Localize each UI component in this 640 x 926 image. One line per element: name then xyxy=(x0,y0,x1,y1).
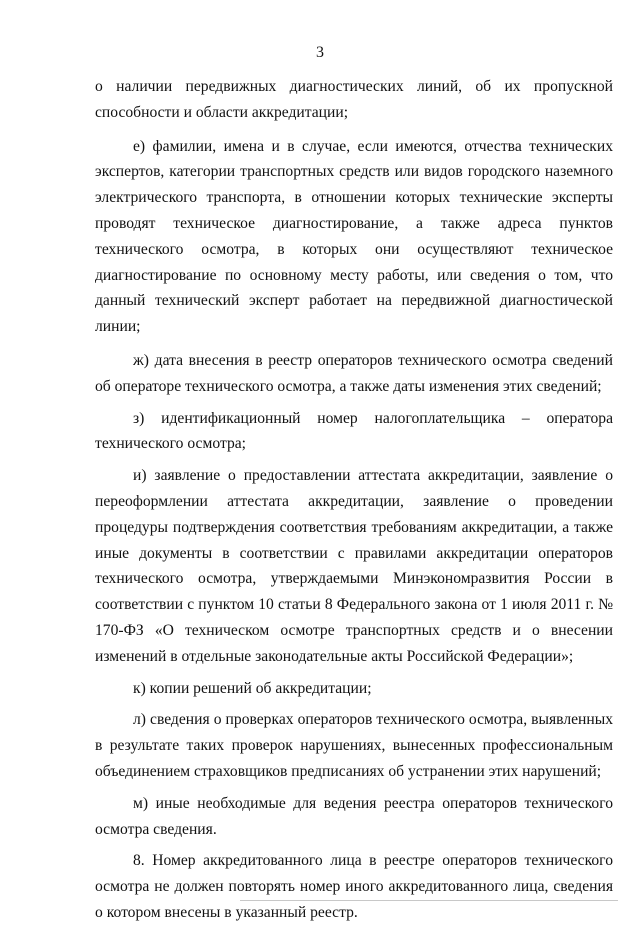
paragraph-item-k: к) копии решений об аккредитации; xyxy=(133,679,372,697)
paragraph-item-l: л) сведения о проверках операторов технического осмотра, выявленных в результате таких проверок нарушениях, вынесенных профессиональным объединением страховщиков предписаниях об устранении этих нарушений; xyxy=(95,711,613,780)
document-body xyxy=(95,74,613,926)
paragraph-item-m: м) иные необходимые для ведения реестра операторов технического осмотра сведения. xyxy=(95,794,613,838)
paragraph-clause-8: 8. Номер аккредитованного лица в реестре операторов технического осмотра не должен повторять номер иного аккредитованного лица, сведения о котором внесены в указанный реестр. xyxy=(95,852,613,921)
paragraph-continuation: о наличии передвижных диагностических линий, об их пропускной способности и области аккредитации; xyxy=(95,78,613,121)
paragraph-item-i: и) заявление о предоставлении аттестата аккредитации, заявление о переоформлении аттестата аккредитации, заявление о проведении процедуры подтверждения соответствия требованиям аккредитации, а также иные документы в соответствии с правилами аккредитации операторов технического осмотра, утверждаемыми Минэкономразвития России в соответствии с пунктом 10 статьи 8 Федерального закона от 1 июля 2011 г. № 170-ФЗ «О техническом осмотре транспортных средств и о внесении изменений в отдельные законодательные акты Российской Федерации»; xyxy=(95,467,613,665)
paragraph-item-z: з) идентификационный номер налогоплательщика – оператора технического осмотра; xyxy=(95,409,613,453)
paragraph-item-zh: ж) дата внесения в реестр операторов технического осмотра сведений об операторе технического осмотра, а также даты изменения этих сведений; xyxy=(95,351,613,395)
page-number: 3 xyxy=(316,44,324,61)
paragraph-item-e: е) фамилии, имена и в случае, если имеются, отчества технических экспертов, категории транспортных средств или видов городского наземного электрического транспорта, в отношении которых технические эксперты проводят техническое диагностирование, а также адреса пунктов технического осмотра, в которых они осуществляют техническое диагностирование по основному месту работы, или сведения о том, что данный технический эксперт работает на передвижной диагностической линии; xyxy=(95,137,613,336)
page-edge-line xyxy=(240,900,618,901)
